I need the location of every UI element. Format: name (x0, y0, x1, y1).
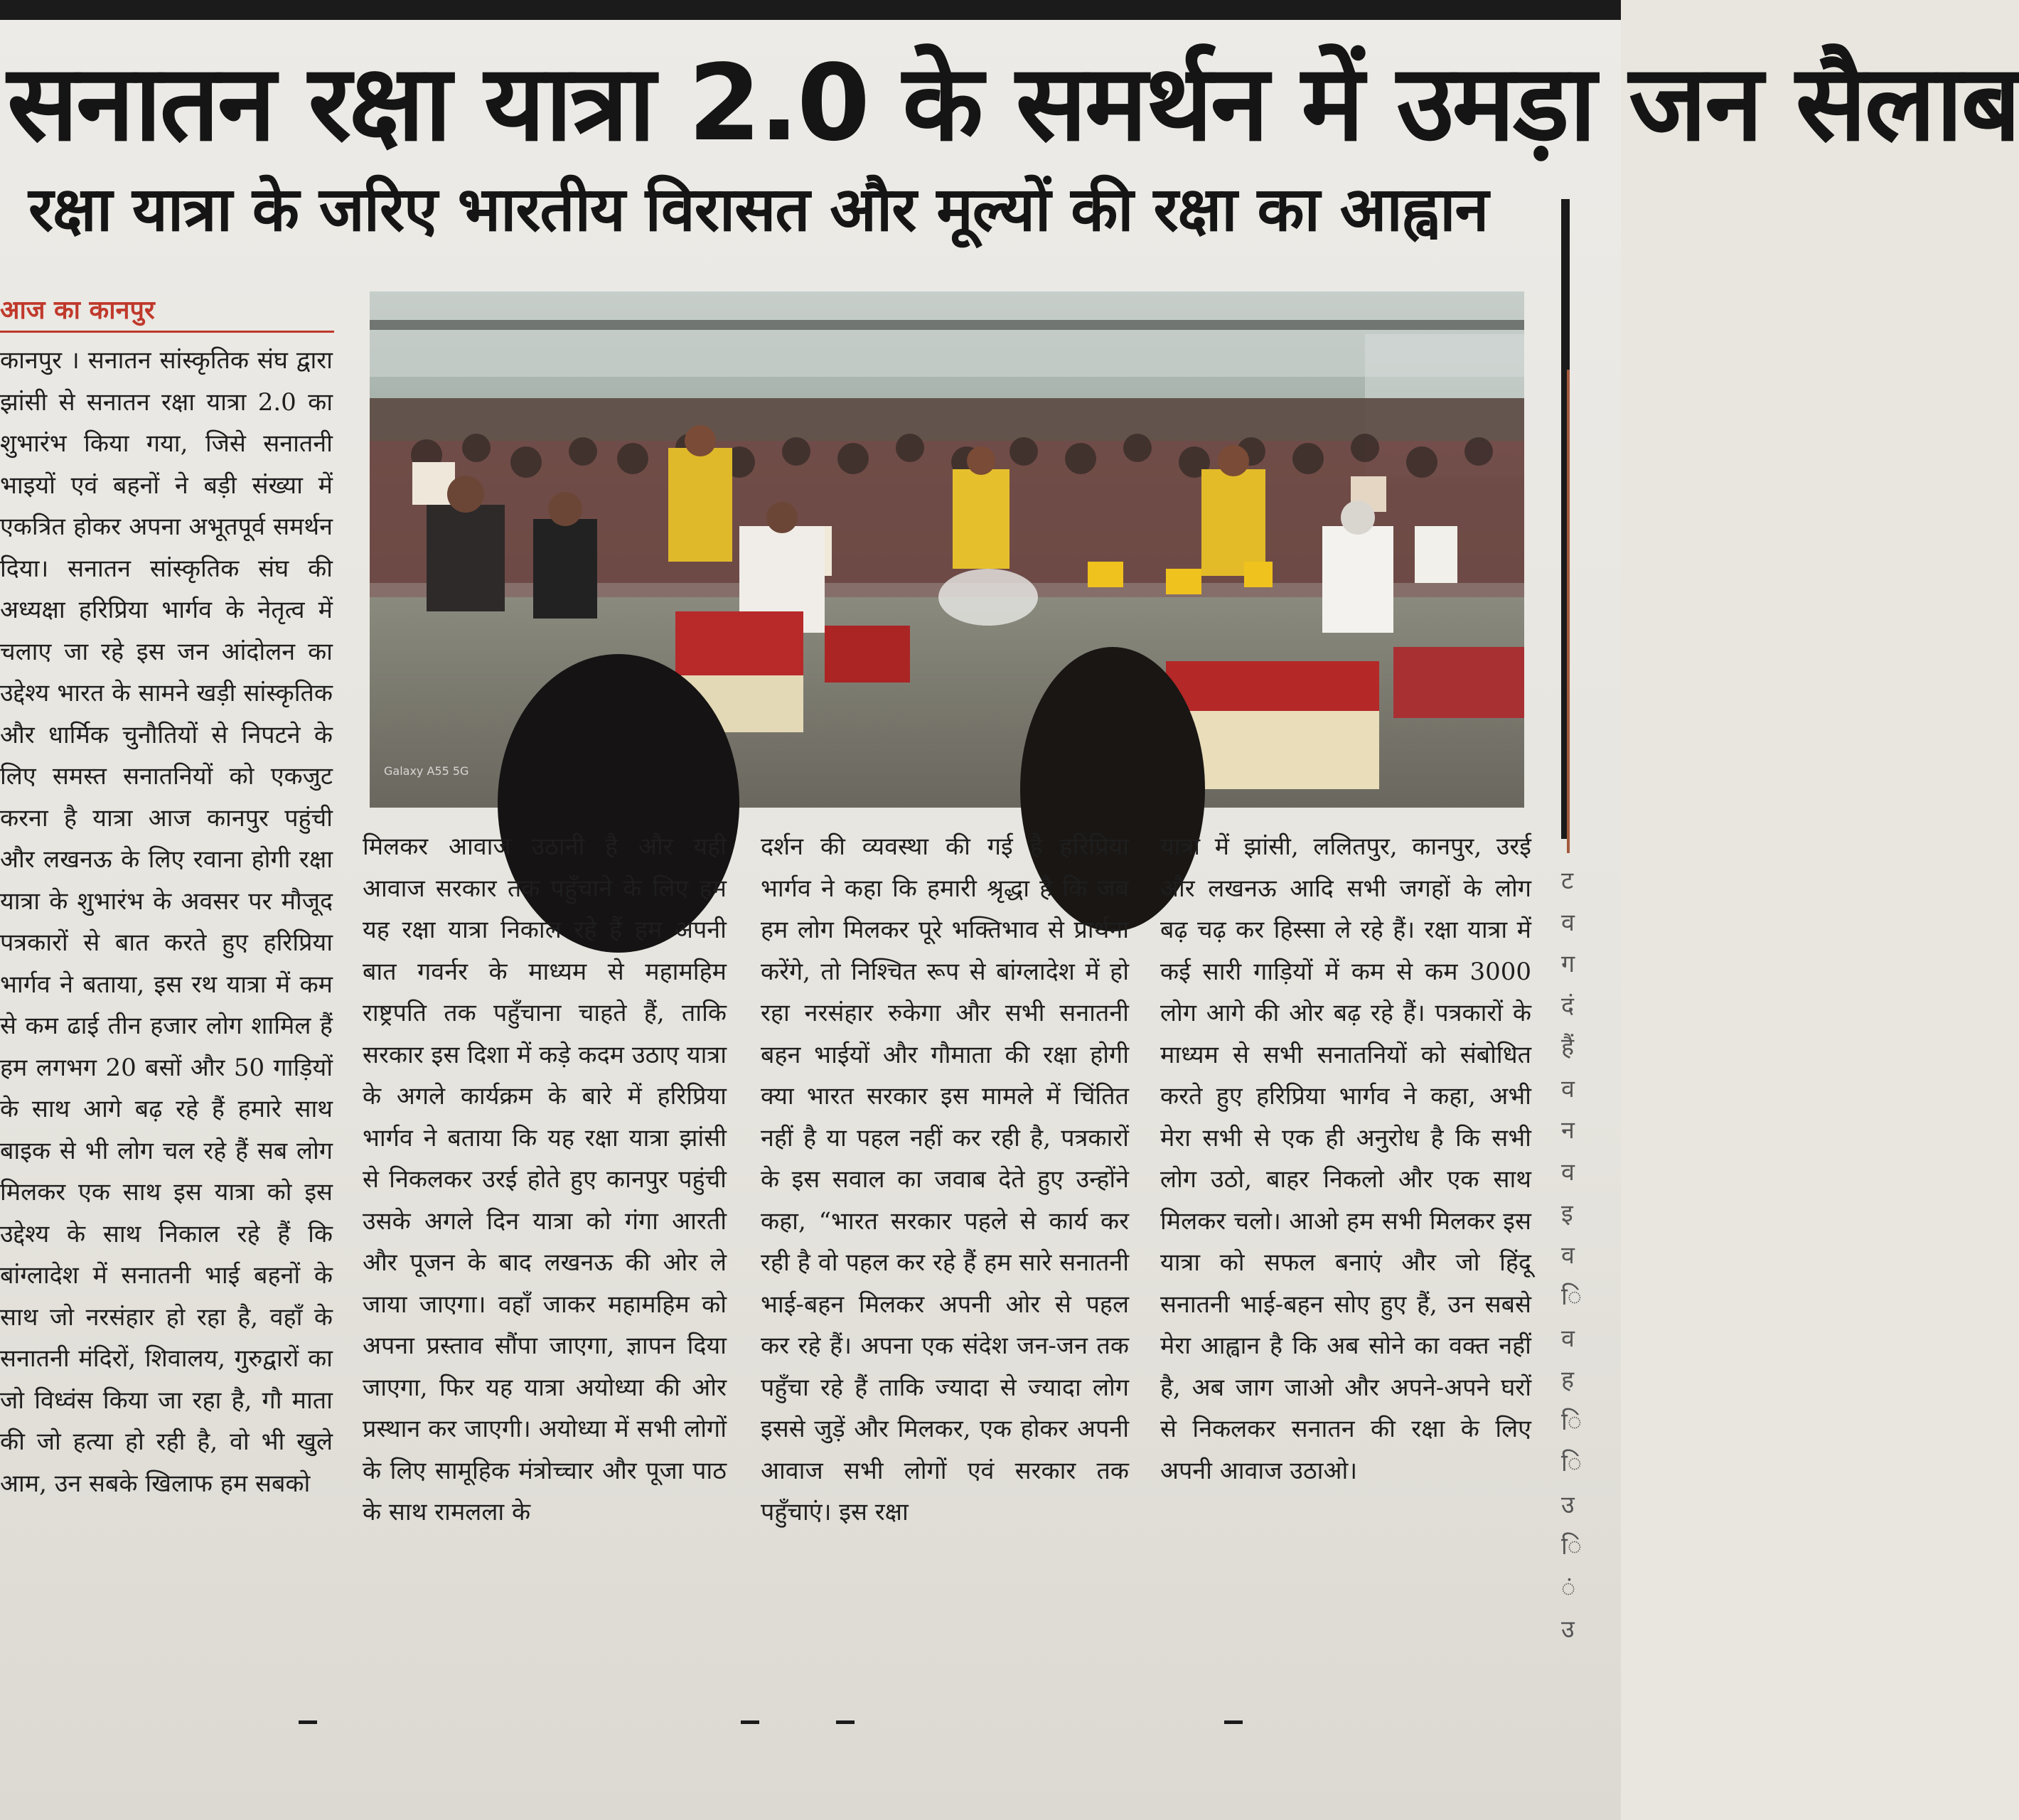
headline: सनातन रक्षा यात्रा 2.0 के समर्थन में उमड़ा जन सैलाब (7, 42, 2019, 164)
column-end-mark (836, 1720, 855, 1724)
news-photo (370, 291, 1524, 808)
adjacent-article-edge: ट व ग दं हैं व न व इ व ि व ह ि ि उ ि ं उ (1561, 867, 1582, 1644)
article-column-3 (761, 826, 1129, 1686)
column-3-text: दर्शन की व्यवस्था की गई है हरिप्रिया भार्गव ने कहा कि हमारी श्रृद्धा है कि जब हम लोग मिलकर पूरे भक्तिभाव से प्रार्थना करेंगे, तो निश्चित रूप से बांग्लादेश में हो रहा नरसंहार रुकेगा और सभी सनातनी बहन भाईयों और गौमाता की रक्षा होगी क्या भारत सरकार इस मामले में चिंतित नहीं है या पहल नहीं कर रही है, पत्रकारों के इस सवाल का जवाब देते हुए उन्होंने कहा, “भारत सरकार पहले से कार्य कर रही है वो पहल कर रहे हैं हम सारे सनातनी भाई-बहन मिलकर अपनी ओर से पहल कर रहे हैं। अपना एक संदेश जन-जन तक पहुँचा रहे हैं ताकि ज्यादा से ज्यादा लोग इससे जुड़ें और मिलकर, एक होकर अपनी आवाज सभी लोगों एवं सरकार तक पहुँचाएं। इस रक्षा (761, 833, 1129, 1526)
subheadline: रक्षा यात्रा के जरिए भारतीय विरासत और मूल्यों की रक्षा का आह्वान (28, 174, 1489, 245)
photo-credit: Galaxy A55 5G (384, 764, 469, 778)
article-column-4 (1160, 826, 1531, 1686)
crowd-photo-illustration (370, 291, 1524, 808)
byline: आज का कानपुर (0, 291, 334, 333)
top-rule (0, 0, 1621, 20)
column-1-text: कानपुर । सनातन सांस्कृतिक संघ द्वारा झांसी से सनातन रक्षा यात्रा 2.0 का शुभारंभ किया गया, जिसे सनातनी भाइयों एवं बहनों ने बड़ी संख्या में एकत्रित होकर अपना अभूतपूर्व समर्थन दिया। सनातन सांस्कृतिक संघ की अध्यक्षा हरिप्रिया भार्गव के नेतृत्व में चलाए जा रहे इस जन आंदोलन का उद्देश्य भारत के सामने खड़ी सांस्कृतिक और धार्मिक चुनौतियों से निपटने के लिए समस्त सनातनियों को एकजुट करना है यात्रा आज कानपुर पहुंची और लखनऊ के लिए रवाना होगी रक्षा यात्रा के शुभारंभ के अवसर पर मौजूद पत्रकारों से बात करते हुए हरिप्रिया भार्गव ने बताया, इस रथ यात्रा में कम से कम ढाई तीन हजार लोग शामिल हैं हम लगभग 20 बसों और 50 गाड़ियों के साथ आगे बढ़ रहे हैं हमारे साथ बाइक से भी लोग चल रहे हैं सब लोग मिलकर एक साथ इस यात्रा को इस उद्देश्य के साथ निकाल रहे हैं कि बांग्लादेश में सनातनी भाई बहनों के साथ जो नरसंहार हो रहा है, वहाँ के सनातनी मंदिरों, शिवालय, गुरुद्वारों का जो विध्वंस किया जा रहा है, गौ माता की जो हत्या हो रही है, वो भी खुले आम, उन सबके खिलाफ हम सबको (0, 346, 333, 1498)
article-column-2 (363, 826, 727, 1686)
right-margin-accent (1567, 370, 1570, 853)
column-2-text: मिलकर आवाज उठानी है और यही आवाज सरकार तक पहुँचाने के लिए हम यह रक्षा यात्रा निकाल रहे हैं हम अपनी बात गवर्नर के माध्यम से महामहिम राष्ट्रपति तक पहुँचाना चाहते हैं, ताकि सरकार इस दिशा में कड़े कदम उठाए यात्रा के अगले कार्यक्रम के बारे में हरिप्रिया भार्गव ने बताया कि यह रक्षा यात्रा झांसी से निकलकर उरई होते हुए कानपुर पहुंची उसके अगले दिन यात्रा को गंगा आरती और पूजन के बाद लखनऊ की ओर ले जाया जाएगा। वहाँ जाकर महामहिम को अपना प्रस्ताव सौंपा जाएगा, ज्ञापन दिया जाएगा, फिर यह यात्रा अयोध्या की ओर प्रस्थान कर जाएगी। अयोध्या में सभी लोगों के लिए सामूहिक मंत्रोच्चार और पूजा पाठ के साथ रामलला के (363, 833, 727, 1526)
column-end-mark (741, 1720, 759, 1724)
column-end-mark (299, 1720, 317, 1724)
column-end-mark (1224, 1720, 1243, 1724)
article-column-1 (0, 340, 333, 1684)
column-4-text: यात्रा में झांसी, ललितपुर, कानपुर, उरई और लखनऊ आदि सभी जगहों के लोग बढ़ चढ़ कर हिस्सा ले रहे हैं। रक्षा यात्रा में कई सारी गाड़ियों में कम से कम 3000 लोग आगे की ओर बढ़ रहे हैं। पत्रकारों के माध्यम से सभी सनातनियों को संबोधित करते हुए हरिप्रिया भार्गव ने कहा, अभी मेरा सभी से एक ही अनुरोध है कि सभी लोग उठो, बाहर निकलो और एक साथ मिलकर चलो। आओ हम सभी मिलकर इस यात्रा को सफल बनाएं और जो हिंदू सनातनी भाई-बहन सोए हुए हैं, उन सबसे मेरा आह्वान है कि अब सोने का वक्त नहीं है, अब जाग जाओ और अपने-अपने घरों से निकलकर सनातन की रक्षा के लिए अपनी आवाज उठाओ। (1160, 833, 1531, 1485)
